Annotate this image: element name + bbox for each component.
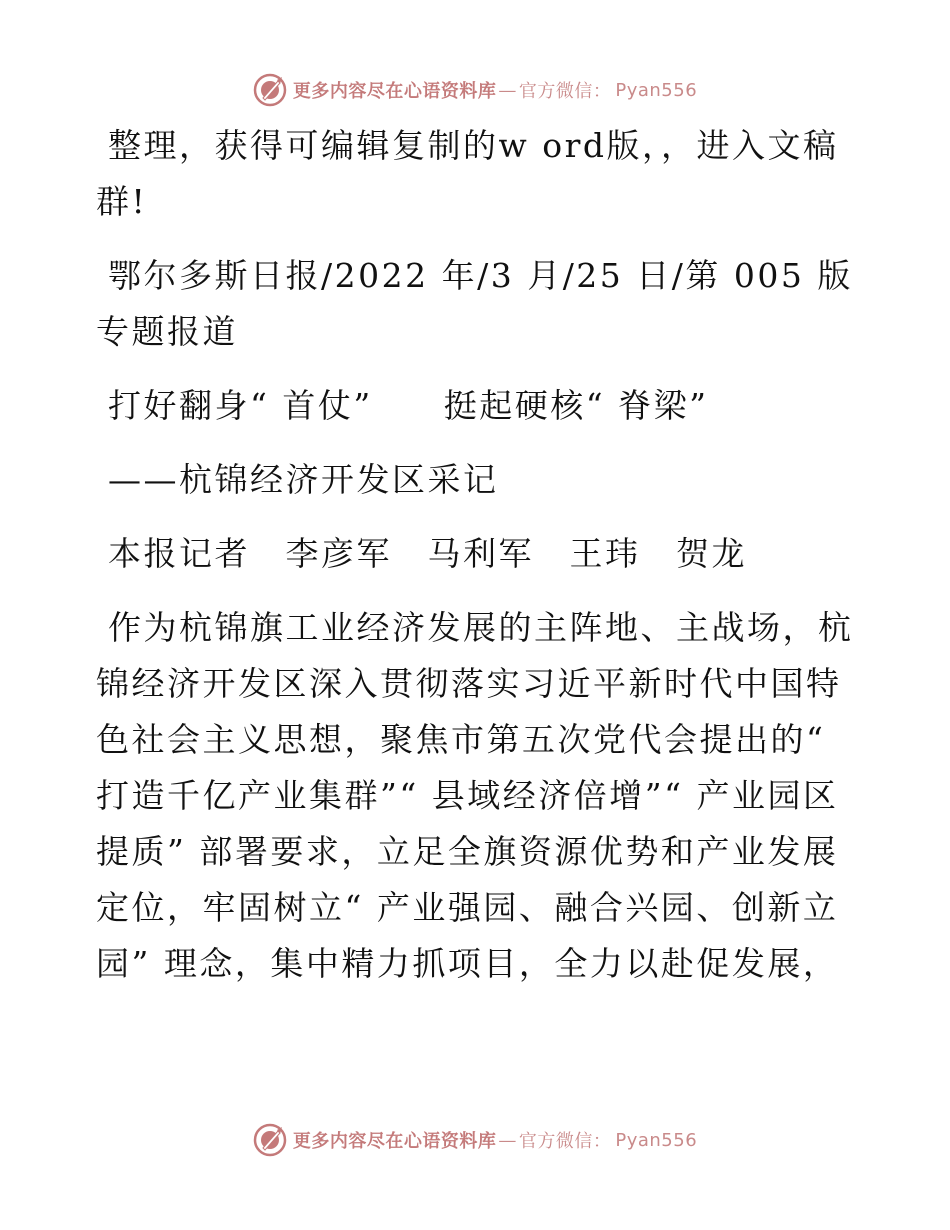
intro-note: 整理，获得可编辑复制的w ord版，，进入文稿群! [96, 126, 839, 221]
watermark-wechat-label: 官方微信： [518, 1131, 612, 1152]
watermark-wechat-id: Pyan556 [615, 1129, 698, 1151]
quill-seal-icon [253, 73, 287, 107]
watermark-brand: 更多内容尽在心语资料库 [292, 1131, 497, 1152]
body-paragraph: 作为杭锦旗工业经济发展的主阵地、主战场，杭锦经济开发区深入贯彻落实习近平新时代中国特色社会主义思想，聚焦市第五次党代会提出的“ 打造千亿产业集群”“ 县域经济倍增”“ 产业园区提质” 部署要求，立足全旗资源优势和产业发展定位，牢固树立“ 产业强园、融合兴园、创新立园” 理念，集中精力抓项目，全力以赴促发展， [96, 608, 854, 983]
footer-watermark [0, 1120, 950, 1160]
watermark-brand: 更多内容尽在心语资料库 [292, 81, 497, 102]
watermark-wechat-label: 官方微信： [518, 81, 612, 102]
document-body [96, 118, 856, 1010]
source-line: 鄂尔多斯日报/2022 年/3 月/25 日/第 005 版专题报道 [96, 256, 853, 351]
header-watermark [0, 70, 950, 110]
watermark-wechat-id: Pyan556 [615, 79, 698, 101]
watermark-dash: — [498, 1129, 517, 1151]
quill-seal-icon [253, 1123, 287, 1157]
article-subtitle: ——杭锦经济开发区采记 [108, 460, 499, 499]
watermark-dash: — [498, 79, 517, 101]
byline: 本报记者 李彦军 马利军 王玮 贺龙 [108, 534, 747, 573]
article-title: 打好翻身“ 首仗” 挺起硬核“ 脊梁” [108, 386, 709, 425]
